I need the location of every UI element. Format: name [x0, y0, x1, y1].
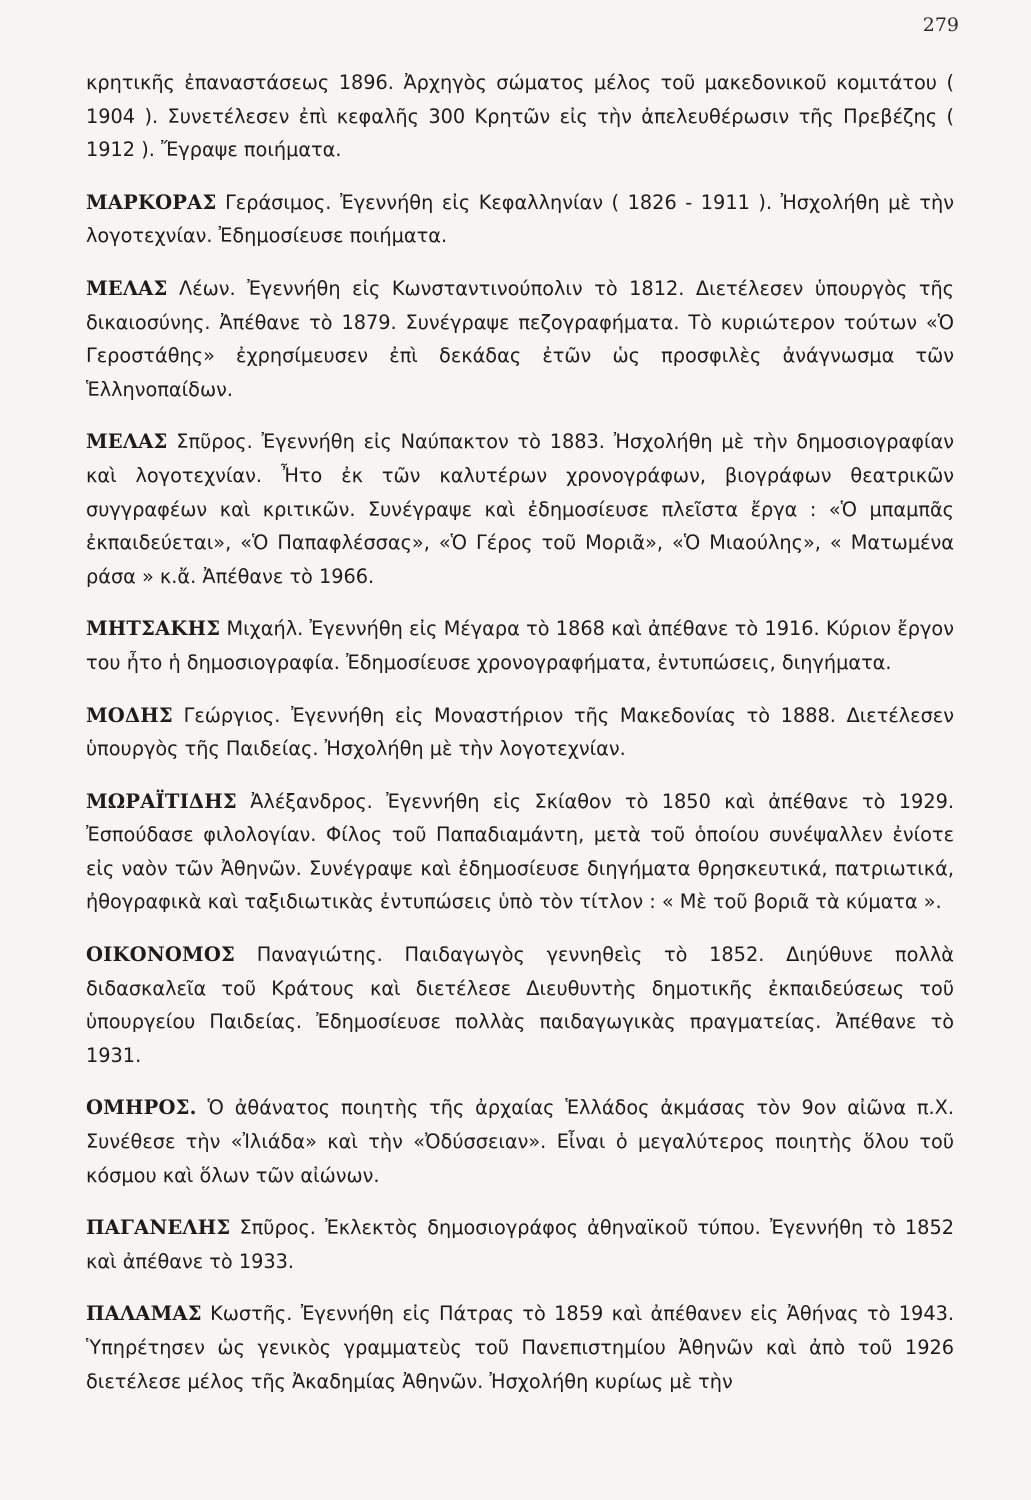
entry-text: Λέων. Ἐγεννήθη εἰς Κωνσταντινούπολιν τὸ 1812. Διετέλεσεν ὑπουργὸς τῆς δικαιοσύνης. Ἀπέθανε τὸ 1879. Συνέγραψε πεζογραφήματα. Τὸ κυριώτερον τούτων «Ὁ Γεροστάθης» ἐχρησίμευσεν ἐπὶ δεκάδας ἐτῶν ὡς προσφιλὲς ἀνάγνωσμα τῶν Ἑλληνοπαίδων. [86, 276, 954, 401]
entry-text: Ἀλέξανδρος. Ἐγεννήθη εἰς Σκίαθον τὸ 1850 καὶ ἀπέθανε τὸ 1929. Ἐσπούδασε φιλολογίαν. Φίλος τοῦ Παπαδιαμάντη, μετὰ τοῦ ὁποίου συνέψαλλεν ἐνίοτε εἰς ναὸν τῶν Ἀθηνῶν. Συνέγραψε καὶ ἐδημοσίευσε διηγήματα θρησκευτικά, πατριωτικά, ἠθογραφικὰ καὶ ταξιδιωτικὰς ἐντυπώσεις ὑπὸ τὸν τίτλον : « Μὲ τοῦ βοριᾶ τὰ κύματα ». [86, 789, 954, 914]
page-number: 279 [922, 14, 959, 36]
entry-text: κρητικῆς ἐπαναστάσεως 1896. Ἀρχηγὸς σώματος μέλος τοῦ μακεδονικοῦ κομιτάτου ( 1904 ). Συνετέλεσεν ἐπὶ κεφαλῆς 300 Κρητῶν εἰς τὴν ἀπελευθέρωσιν τῆς Πρεβέζης ( 1912 ). Ἔγραψε ποιήματα. [86, 71, 954, 162]
entry-name: ΜΟΔΗΣ [86, 703, 173, 727]
entry-text: Σπῦρος. Ἐκλεκτὸς δημοσιογράφος ἀθηναϊκοῦ τύπου. Ἐγεννήθη τὸ 1852 καὶ ἀπέθανε τὸ 1933. [86, 1216, 954, 1273]
entry-name: ΜΕΛΑΣ [86, 276, 168, 300]
entry-melas-spyros [86, 425, 954, 593]
entry-text: Γεώργιος. Ἐγεννήθη εἰς Μοναστήριον τῆς Μακεδονίας τὸ 1888. Διετέλεσεν ὑπουργὸς τῆς Παιδείας. Ἠσχολήθη μὲ τὴν λογοτεχνίαν. [86, 703, 954, 761]
entry-palamas [86, 1297, 954, 1398]
entry-name: ΜΑΡΚΟΡΑΣ [86, 190, 217, 214]
entries-list [86, 66, 954, 1398]
entry-text: Κωστῆς. Ἐγεννήθη εἰς Πάτρας τὸ 1859 καὶ ἀπέθανεν εἰς Ἀθήνας τὸ 1943. Ὑπηρέτησεν ὡς γενικὸς γραμματεὺς τοῦ Πανεπιστημίου Ἀθηνῶν καὶ ἀπὸ τοῦ 1926 διετέλεσε μέλος τῆς Ἀκαδημίας Ἀθηνῶν. Ἠσχολήθη κυρίως μὲ τὴν [86, 1302, 954, 1393]
entry-name: ΜΕΛΑΣ [86, 430, 168, 454]
entry-modis [86, 699, 954, 766]
entry-text: Μιχαήλ. Ἐγεννήθη εἰς Μέγαρα τὸ 1868 καὶ ἀπέθανε τὸ 1916. Κύριον ἔργον του ἦτο ἡ δημοσιογραφία. Ἐδημοσίευσε χρονογραφήματα, ἐντυπώσεις, διηγήματα. [86, 617, 954, 674]
entry-mitsakis [86, 612, 954, 679]
entry-name: ΜΩΡΑΪΤΙΔΗΣ [86, 789, 237, 813]
entry-paganelis [86, 1211, 954, 1278]
entry-name: ΟΜΗΡΟΣ. [86, 1096, 197, 1120]
entry-name: ΠΑΓΑΝΕΛΗΣ [86, 1216, 231, 1240]
entry-name: ΠΑΛΑΜΑΣ [86, 1302, 202, 1326]
entry-omiros [86, 1091, 954, 1192]
entry-text: Γεράσιμος. Ἐγεννήθη εἰς Κεφαλληνίαν ( 1826 - 1911 ). Ἠσχολήθη μὲ τὴν λογοτεχνίαν. Ἐδημοσίευσε ποιήματα. [86, 190, 954, 248]
entry-markoras [86, 186, 954, 253]
entry-text: Σπῦρος. Ἐγεννήθη εἰς Ναύπακτον τὸ 1883. Ἠσχολήθη μὲ τὴν δημοσιογραφίαν καὶ λογοτεχνίαν. Ἦτο ἐκ τῶν καλυτέρων χρονογράφων, βιογράφων θεατρικῶν συγγραφέων καὶ κριτικῶν. Συνέγραψε καὶ ἐδημοσίευσε πλεῖστα ἔργα : «Ὁ μπαμπᾶς ἐκπαιδεύεται», «Ὁ Παπαφλέσσας», «Ὁ Γέρος τοῦ Μοριᾶ», «Ὁ Μιαούλης», « Ματωμένα ράσα » κ.ἄ. Ἀπέθανε τὸ 1966. [86, 430, 954, 588]
entry-moraitidis [86, 785, 954, 919]
entry-oikonomos [86, 938, 954, 1072]
entry-name: ΜΗΤΣΑΚΗΣ [86, 617, 221, 641]
entry-text: Παναγιώτης. Παιδαγωγὸς γεννηθεὶς τὸ 1852. Διηύθυνε πολλὰ διδασκαλεῖα τοῦ Κράτους καὶ διετέλεσε Διευθυντὴς δημοτικῆς ἐκπαιδεύσεως τοῦ ὑπουργείου Παιδείας. Ἐδημοσίευσε πολλὰς παιδαγωγικὰς πραγματείας. Ἀπέθανε τὸ 1931. [86, 943, 954, 1067]
entry-name: ΟΙΚΟΝΟΜΟΣ [86, 943, 236, 967]
entry-melas-leon [86, 272, 954, 406]
entry-continuation [86, 66, 954, 167]
entry-text: Ὁ ἀθάνατος ποιητὴς τῆς ἀρχαίας Ἑλλάδος ἀκμάσας τὸν 9ον αἰῶνα π.Χ. Συνέθεσε τὴν «Ἰλιάδα» καὶ τὴν «Ὀδύσσειαν». Εἶναι ὁ μεγαλύτερος ποιητὴς ὅλου τοῦ κόσμου καὶ ὅλων τῶν αἰώνων. [86, 1096, 954, 1187]
